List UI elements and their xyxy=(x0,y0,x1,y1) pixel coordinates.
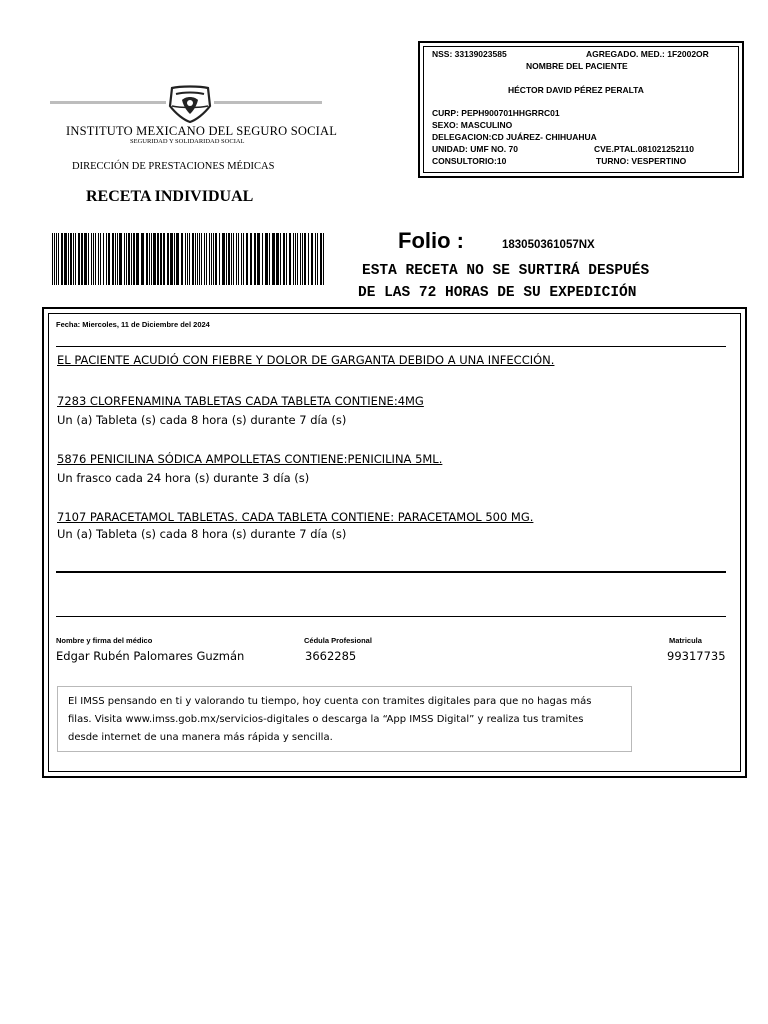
notice-line-3: desde internet de una manera más rápida y sencilla. xyxy=(68,732,333,743)
medication-2-name: 5876 PENICILINA SÓDICA AMPOLLETAS CONTIENE:PENICILINA 5ML. xyxy=(57,452,443,466)
patient-sexo: SEXO: MASCULINO xyxy=(432,120,513,130)
medication-3-dosage: Un (a) Tableta (s) cada 8 hora (s) durante 7 día (s) xyxy=(57,527,347,541)
cedula-value: 3662285 xyxy=(305,649,357,663)
diagnosis-text: EL PACIENTE ACUDIÓ CON FIEBRE Y DOLOR DE GARGANTA DEBIDO A UNA INFECCIÓN. xyxy=(57,353,555,367)
notice-line-1: El IMSS pensando en ti y valorando tu tiempo, hoy cuenta con tramites digitales para que no hagas más xyxy=(68,696,592,707)
direccion-label: DIRECCIÓN DE PRESTACIONES MÉDICAS xyxy=(72,161,275,172)
patient-turno: TURNO: VESPERTINO xyxy=(596,156,687,166)
folio-label: Folio : xyxy=(398,228,464,253)
expiry-warning-line2: DE LAS 72 HORAS DE SU EXPEDICIÓN xyxy=(358,285,637,301)
expiry-warning-line1: ESTA RECETA NO SE SURTIRÁ DESPUÉS xyxy=(362,263,650,279)
matricula-label: Matricula xyxy=(669,636,702,645)
document-title: RECETA INDIVIDUAL xyxy=(86,188,254,205)
patient-consultorio: CONSULTORIO:10 xyxy=(432,156,507,166)
medication-1-dosage: Un (a) Tableta (s) cada 8 hora (s) durante 7 día (s) xyxy=(57,413,347,427)
date-divider xyxy=(56,346,726,347)
medication-1-name: 7283 CLORFENAMINA TABLETAS CADA TABLETA CONTIENE:4MG xyxy=(57,394,424,408)
patient-info-box xyxy=(418,41,744,178)
patient-name-label: NOMBRE DEL PACIENTE xyxy=(526,61,628,71)
patient-nss: NSS: 33139023585 xyxy=(432,49,507,59)
digital-services-notice xyxy=(57,686,632,752)
prescription-divider-1 xyxy=(56,571,726,573)
folio-number: 183050361057NX xyxy=(502,239,595,251)
matricula-value: 99317735 xyxy=(667,649,726,663)
prescription-date: Fecha: Miercoles, 11 de Diciembre del 2024 xyxy=(56,320,210,329)
barcode-icon xyxy=(52,233,324,285)
doctor-name-label: Nombre y firma del médico xyxy=(56,636,153,645)
imss-logo-icon xyxy=(166,84,214,124)
patient-unidad: UNIDAD: UMF NO. 70 xyxy=(432,144,518,154)
patient-delegacion: DELEGACION:CD JUÁREZ- CHIHUAHUA xyxy=(432,132,597,142)
patient-curp: CURP: PEPH900701HHGRRC01 xyxy=(432,108,560,118)
patient-name: HÉCTOR DAVID PÉREZ PERALTA xyxy=(508,85,644,95)
doctor-name: Edgar Rubén Palomares Guzmán xyxy=(56,649,245,663)
patient-agregado: AGREGADO. MED.: 1F2002OR xyxy=(586,49,709,59)
notice-line-2: filas. Visita www.imss.gob.mx/servicios-digitales o descarga la “App IMSS Digital” y realiza tus tramites xyxy=(68,714,584,725)
institution-subtitle: SEGURIDAD Y SOLIDARIDAD SOCIAL xyxy=(130,138,245,145)
medication-3-name: 7107 PARACETAMOL TABLETAS. CADA TABLETA CONTIENE: PARACETAMOL 500 MG. xyxy=(57,510,534,524)
medication-2-dosage: Un frasco cada 24 hora (s) durante 3 día (s) xyxy=(57,471,310,485)
institution-name: INSTITUTO MEXICANO DEL SEGURO SOCIAL xyxy=(66,124,338,138)
cedula-label: Cédula Profesional xyxy=(304,636,372,645)
patient-cve-ptal: CVE.PTAL.081021252110 xyxy=(594,144,695,154)
prescription-divider-2 xyxy=(56,616,726,617)
